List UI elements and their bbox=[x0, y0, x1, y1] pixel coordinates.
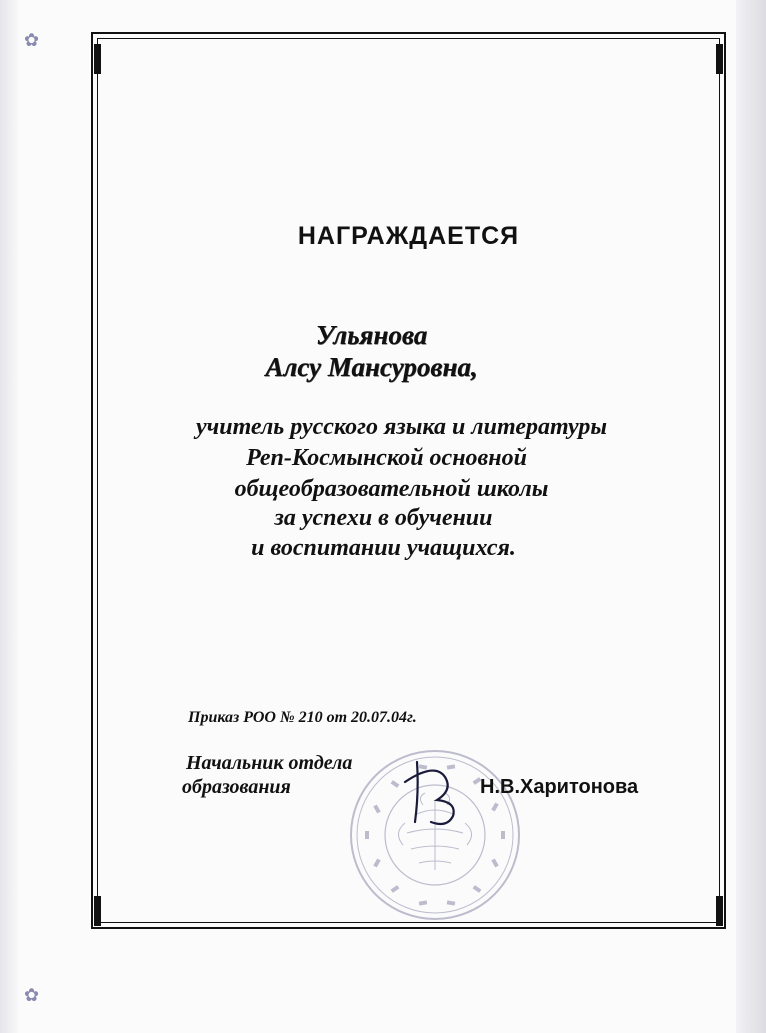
frame-tab bbox=[716, 44, 723, 74]
frame-tab bbox=[94, 896, 101, 926]
signature-mark bbox=[395, 752, 475, 832]
frame-tab bbox=[716, 896, 723, 926]
body-line: Реп-Космынской основной bbox=[246, 445, 527, 471]
signer-name: Н.В.Харитонова bbox=[480, 776, 639, 798]
body-line: общеобразовательной школы bbox=[234, 476, 549, 502]
signer-title-line2: образования bbox=[182, 776, 291, 798]
page-right-edge bbox=[736, 0, 766, 1033]
page-left-edge bbox=[0, 0, 18, 1033]
recipient-surname: Ульянова bbox=[315, 320, 428, 350]
recipient-given-names: Алсу Мансуровна, bbox=[265, 352, 478, 382]
body-line: учитель русского языка и литературы bbox=[195, 414, 608, 440]
certificate-heading: НАГРАЖДАЕТСЯ bbox=[297, 222, 520, 250]
corner-ornament-icon: ✿ bbox=[24, 30, 40, 50]
body-line: и воспитании учащихся. bbox=[251, 535, 516, 561]
order-reference: Приказ РОО № 210 от 20.07.04г. bbox=[188, 709, 417, 726]
corner-ornament-icon: ✿ bbox=[24, 985, 40, 1005]
body-line: за успехи в обучении bbox=[274, 505, 493, 531]
signer-title-line1: Начальник отдела bbox=[186, 752, 353, 774]
frame-tab bbox=[94, 44, 101, 74]
